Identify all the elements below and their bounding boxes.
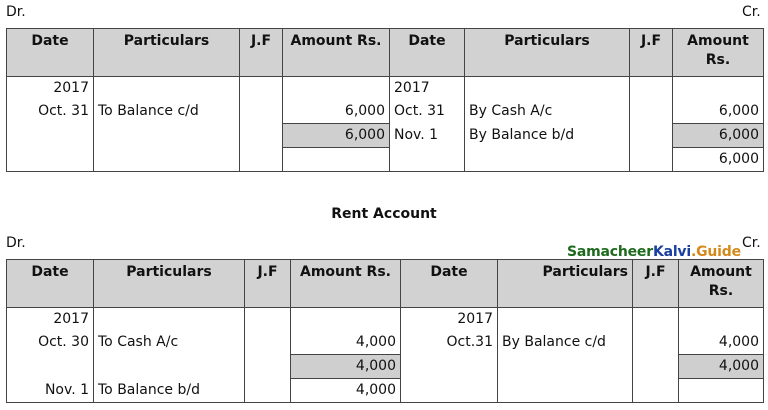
entry-particulars: By Balance b/d: [465, 124, 630, 148]
debit-label: Dr.: [6, 4, 26, 20]
table-row: [7, 124, 764, 148]
entry-date: Oct. 30: [7, 331, 94, 355]
credit-label: Cr.: [742, 4, 761, 20]
col-particulars: Particulars: [465, 29, 630, 77]
header-row: [7, 260, 764, 308]
entry-particulars: By Cash A/c: [465, 100, 630, 124]
total-amount: 6,000: [283, 124, 390, 148]
col-amount: Amount Rs.: [291, 260, 401, 308]
table-row: [7, 148, 764, 172]
col-jf: J.F: [630, 29, 673, 77]
total-amount: 4,000: [291, 355, 401, 379]
table-row: [7, 355, 764, 379]
col-date: Date: [7, 29, 94, 77]
col-particulars: Particulars: [498, 260, 633, 308]
col-particulars: Particulars: [94, 29, 240, 77]
total-amount: 4,000: [679, 355, 764, 379]
table-row: [7, 100, 764, 124]
year: 2017: [7, 77, 94, 101]
header-row: [7, 29, 764, 77]
debit-label: Dr.: [6, 235, 26, 251]
col-particulars: Particulars: [94, 260, 245, 308]
table-row: [7, 379, 764, 403]
entry-amount: 6,000: [283, 100, 390, 124]
entry-date: Nov. 1: [7, 379, 94, 403]
ledger-table-rent: [6, 259, 764, 403]
entry-amount: 6,000: [673, 100, 764, 124]
year: 2017: [401, 308, 498, 332]
table-row: [7, 77, 764, 101]
balance-amount: 6,000: [673, 148, 764, 172]
entry-amount: 4,000: [679, 331, 764, 355]
col-date: Date: [390, 29, 465, 77]
brand-watermark: SamacheerKalvi.Guide: [567, 244, 741, 260]
balance-amount: 4,000: [291, 379, 401, 403]
entry-particulars: By Balance c/d: [498, 331, 633, 355]
col-amount: Amount Rs.: [283, 29, 390, 77]
col-amount: Amount Rs.: [673, 29, 764, 77]
table-row: [7, 331, 764, 355]
entry-particulars: To Balance b/d: [94, 379, 245, 403]
entry-particulars: To Balance c/d: [94, 100, 240, 124]
col-amount: Amount Rs.: [679, 260, 764, 308]
col-date: Date: [7, 260, 94, 308]
col-jf: J.F: [245, 260, 291, 308]
entry-date: Oct. 31: [390, 100, 465, 124]
entry-date: Nov. 1: [390, 124, 465, 148]
col-jf: J.F: [633, 260, 679, 308]
entry-date: Oct.31: [401, 331, 498, 355]
year: 2017: [7, 308, 94, 332]
entry-amount: 4,000: [291, 331, 401, 355]
col-date: Date: [401, 260, 498, 308]
table-row: [7, 308, 764, 332]
total-amount: 6,000: [673, 124, 764, 148]
year: 2017: [390, 77, 465, 101]
credit-label: Cr.: [742, 235, 761, 251]
col-jf: J.F: [240, 29, 283, 77]
ledger-table-top: [6, 28, 764, 172]
account-title: Rent Account: [331, 206, 437, 222]
entry-date: Oct. 31: [7, 100, 94, 124]
entry-particulars: To Cash A/c: [94, 331, 245, 355]
